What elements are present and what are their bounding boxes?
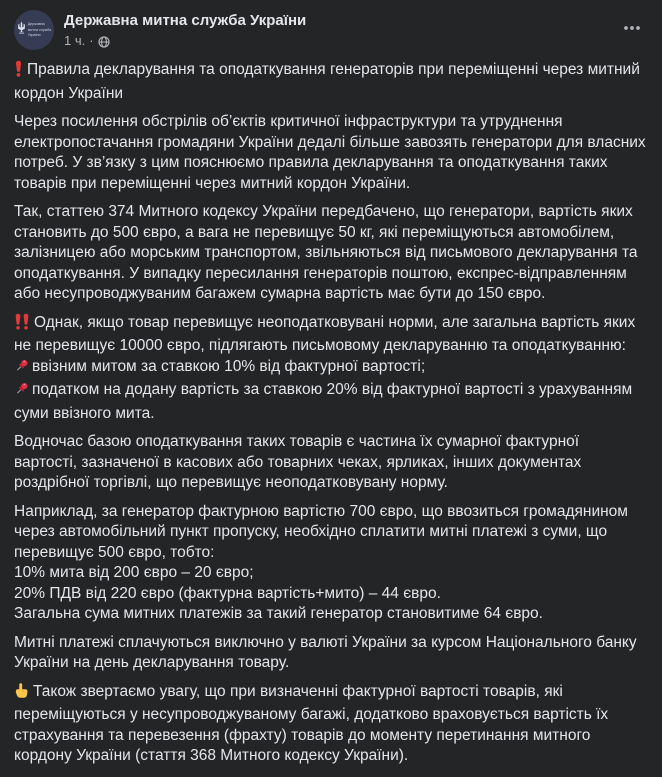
post-paragraph: Так, статтею 374 Митного кодексу України передбачено, що генератори, вартість яких становить до 500 євро, а вага не перевищує 50 кг, які переміщуються автомобілем, залізницею або морським транспортом, звільняються від письмового декларування та оподаткування. У випадку пересилання генераторів поштою, експрес-відправленням або несупроводжуваним багажем сумарна вартість має бути до 150 євро. <box>14 203 638 302</box>
post-paragraph: Водночас базою оподаткування таких товарів є частина їх сумарної фактурної вартості, зазначеної в касових або товарних чеках, ярликах, інших документах роздрібної торгівлі, що перевищує неоподатковувану норму. <box>14 433 582 491</box>
post-note-paragraph <box>14 682 646 767</box>
avatar-logo-text: Державна митна служба України <box>27 22 52 38</box>
customs-emblem-icon <box>17 21 26 39</box>
paragraph-text: ввізним митом за ставкою 10% від фактурної вартості; <box>32 357 426 375</box>
example-intro-line: Наприклад, за генератор фактурною вартістю 700 євро, що ввозиться громадянином через автомобільний пункт пропуску, необхідно сплатити митні платежі з суми, що перевищує 500 євро, тобто: <box>14 502 628 561</box>
index-pointing-up-icon <box>14 682 29 706</box>
rule-item-line <box>14 380 646 424</box>
red-double-exclamation-icon <box>14 313 30 337</box>
paragraph-text: Однак, якщо товар перевищує неоподатковувані норми, але загальна вартість яких не перевищує 10000 євро, підлягають письмовому декларуванню та оподаткуванню: <box>14 313 636 354</box>
meta-separator: · <box>89 33 94 48</box>
rules-intro-line <box>14 313 646 357</box>
post-paragraph: Через посилення обстрілів об’єктів критичної інфраструктури та утруднення електропостачання громадяни України дедалі більше завозять генератори для власних потреб. У зв’язку з цим пояснюємо правила декларування та оподаткування таких товарів при переміщенні через митний кордон України. <box>14 113 646 192</box>
three-dots-icon <box>622 18 642 38</box>
example-calc-line: 10% мита від 200 євро – 20 євро; <box>14 564 254 581</box>
page-name-link[interactable]: Державна митна служба України <box>64 12 307 29</box>
paragraph-text: Правила декларування та оподаткування генераторів при переміщенні через митний кордон України <box>14 61 640 102</box>
timestamp-link[interactable]: 1 ч. <box>64 33 86 48</box>
globe-icon <box>98 36 110 48</box>
post-paragraph: Митні платежі сплачуються виключно у валюті України за курсом Національного банку України на день декларування товару. <box>14 633 637 671</box>
more-options-button[interactable] <box>616 16 648 40</box>
example-calc-line: 20% ПДВ від 220 євро (фактурна вартість+мито) – 44 євро. <box>14 584 441 602</box>
paragraph-text: Також звертаємо увагу, що при визначенні фактурної вартості товарів, які переміщуються у несупроводжуваному багажі, додатково враховується вартість їх страхування та перевезення (фрахту) товарів до моменту перетинання митного кордону України (стаття 368 Митного кодексу України). <box>14 682 609 764</box>
paragraph-text: податком на додану вартість за ставкою 20% від фактурної вартості з урахуванням суми ввізного мита. <box>14 381 633 422</box>
avatar[interactable] <box>14 10 54 50</box>
post-example-paragraph <box>14 502 646 625</box>
rule-item-line <box>14 357 646 381</box>
post-text <box>0 56 662 777</box>
post-title-paragraph <box>14 60 646 104</box>
post-header <box>0 0 662 56</box>
header-text <box>64 10 306 49</box>
pushpin-icon <box>14 380 30 404</box>
red-exclamation-icon <box>14 60 23 84</box>
pushpin-icon <box>14 357 30 381</box>
post-rules-paragraph <box>14 313 646 425</box>
example-total-line: Загальна сума митних платежів за такий генератор становитиме 64 євро. <box>14 605 543 622</box>
post-meta <box>64 33 306 49</box>
